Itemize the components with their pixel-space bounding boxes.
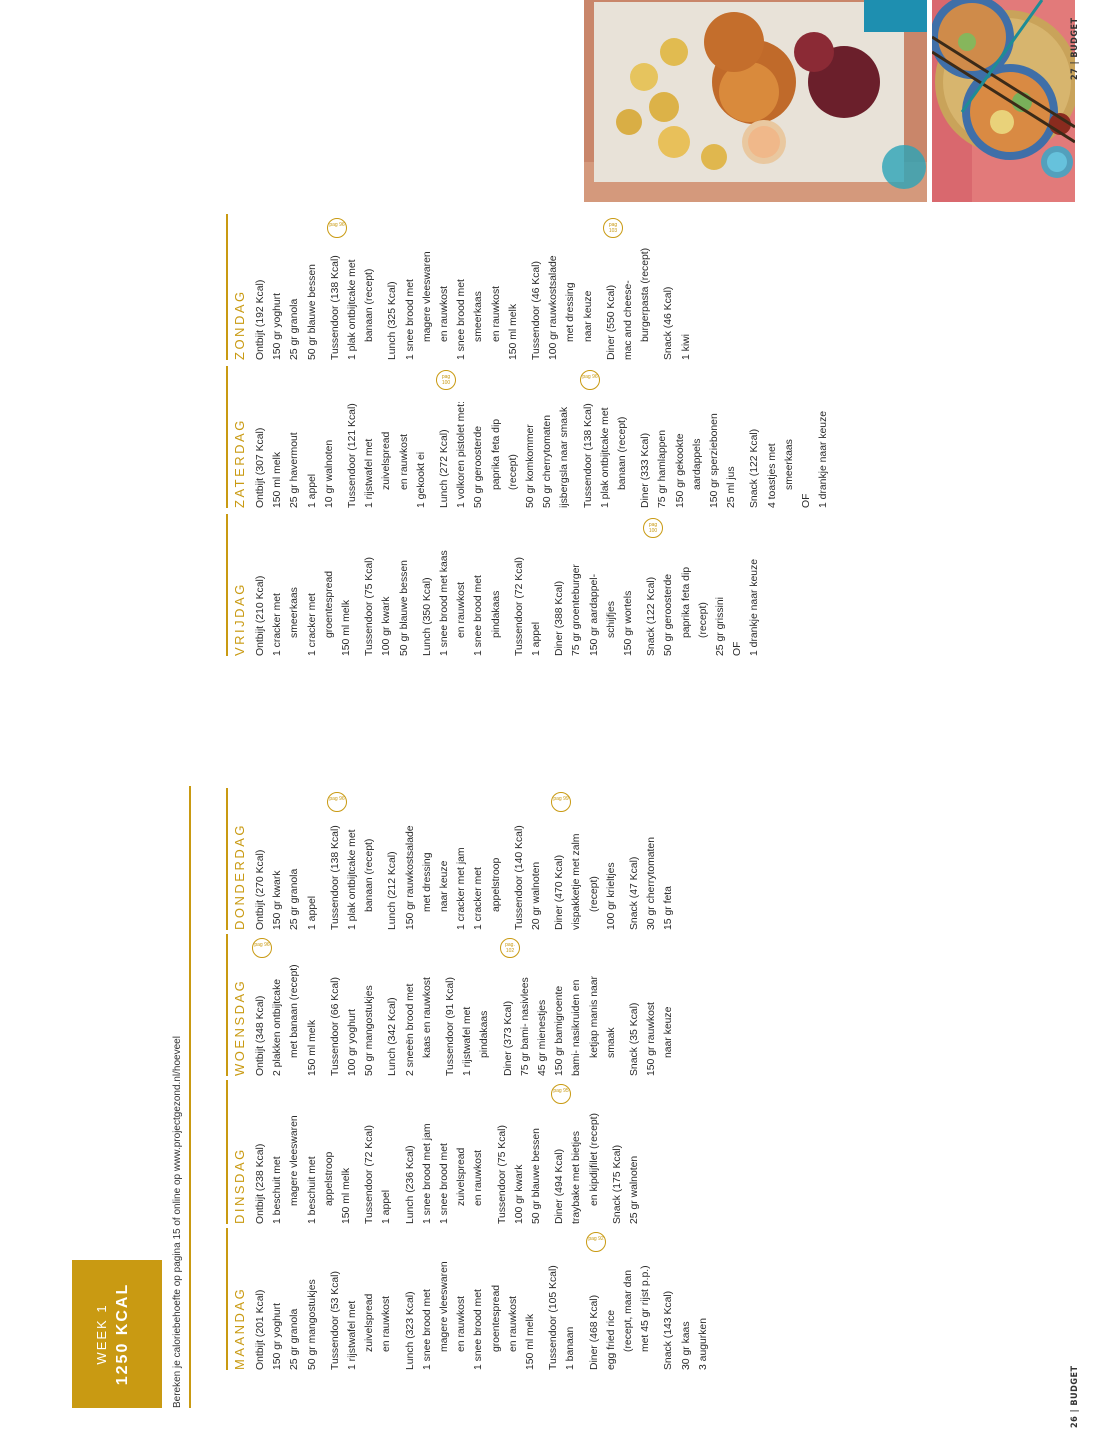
meal-line: ketjap manis naar [588,975,600,1058]
meal-line: 150 ml melk [525,1313,537,1370]
meal-line: 150 gr rauwkost [646,1002,658,1076]
meal-line: naar keuze [582,290,594,342]
meal-line: 50 gr mangostukjes [306,1279,318,1370]
meal-line: 50 gr mangostukjes [364,985,376,1076]
meal-line: (recept) [697,602,709,638]
meal-line: magere vleeswaren [421,251,433,342]
meal-line: 150 gr bamigroente [554,985,566,1076]
day-title: DONDERDAG [232,822,247,930]
page-number-right: 27 | BUDGET [1070,17,1080,80]
meal-line: 100 gr krieltjes [605,862,617,930]
meal-block [586,1228,655,1370]
meal-line: 1 cracker met jam [456,847,468,930]
meal-line: 1 beschuit met [306,1156,318,1224]
meal-line: 50 gr komkommer [525,424,537,508]
meal-line: pindakaas [490,590,502,638]
meal-line: (recept, maar dan [623,1269,635,1352]
meal-block [402,1228,540,1370]
meal-line: 150 gr sperziebonen [709,413,721,508]
meal-block [384,214,522,360]
recipe-page-badge: pag 103 [603,218,623,238]
meal-line: 150 gr wortels [623,590,635,656]
meal-line: 50 gr blauwe bessen [398,560,410,656]
meal-title: Tussendoor (75 Kcal) [364,557,376,656]
meal-line: 150 gr rauwkostsalade [404,825,416,930]
meal-title: Tussendoor (138 Kcal) [329,825,341,930]
recipe-page-badge: pag 96 [252,938,272,958]
meal-line: 25 gr grissini [715,597,727,656]
recipe-page-badge: pag 96 [327,218,347,238]
meal-block [252,1228,321,1370]
meal-line: 4 toastjes met [766,443,778,508]
meal-line: 150 gr aardappel- [588,573,600,656]
meal-line: 1 plak ontbijtcake met [599,407,611,508]
meal-line: 1 snee brood met [404,279,416,360]
meal-line: 1 appel [306,895,318,930]
meal-line: 150 gr gekookte [674,433,686,508]
meal-list [252,366,839,508]
meal-block [494,1080,546,1224]
meal-block [384,934,436,1076]
meal-block [626,934,678,1076]
meal-title: Tussendoor (138 Kcal) [329,255,341,360]
meal-line: 25 gr granola [289,1308,301,1370]
meal-line: 20 gr walnoten [531,861,543,930]
meal-title: Snack (175 Kcal) [611,1144,623,1224]
meal-line: kaas en rauwkost [421,977,433,1058]
meal-line: 1 gekookt ei [415,451,427,508]
meal-line: 1 cracker met [272,593,284,656]
meal-line: OF [801,493,813,508]
meal-block [419,514,505,656]
meal-block [500,934,620,1076]
meal-line: 150 ml melk [341,1167,353,1224]
meal-title: Lunch (212 Kcal) [387,851,399,930]
meal-line: bami- nasikruiden en [571,979,583,1076]
meal-line: 1 volkoren pistolet met: [456,401,468,508]
meal-list [252,788,684,930]
meal-title: Diner (550 Kcal) [605,284,617,360]
meal-block [551,514,637,656]
meal-line: banaan (recept) [364,838,376,912]
meal-title: Ontbijt (201 Kcal) [255,1289,266,1370]
meal-line: 100 gr kwark [381,596,393,656]
meal-title: Tussendoor (72 Kcal) [513,557,525,656]
meal-line: smaak [605,1027,617,1058]
recipe-page-badge: pag 100 [643,518,663,538]
meal-line: 150 gr kwark [272,870,284,930]
meal-block [643,514,763,656]
meal-title: Lunch (323 Kcal) [404,1291,416,1370]
meal-line: 25 gr walnoten [629,1155,641,1224]
recipe-page-badge: pag 100 [436,370,456,390]
meal-line: 75 gr bami- nasivlees [519,977,531,1076]
meal-block [361,514,413,656]
meal-line: 2 sneeën brood met [404,983,416,1076]
meal-title: Diner (494 Kcal) [554,1148,566,1224]
day-title: ZATERDAG [232,418,247,508]
meal-block [609,1080,643,1224]
meal-title: Ontbijt (270 Kcal) [255,849,266,930]
meal-title: Diner (388 Kcal) [554,580,566,656]
meal-list [252,934,684,1076]
meal-line: 1 snee brood met [439,1143,451,1224]
meal-block [511,788,545,930]
day-title: VRIJDAG [232,582,247,656]
meal-line: 3 augurken [697,1318,709,1370]
meal-line: appelstroop [490,857,502,912]
meal-line: 25 gr granola [289,298,301,360]
day-title: MAANDAG [232,1286,247,1370]
meal-title: Tussendoor (66 Kcal) [329,977,341,1076]
meal-line: 150 ml melk [272,451,284,508]
meal-line: 25 gr granola [289,868,301,930]
column-rule [226,788,228,930]
meal-block [252,1080,355,1224]
meal-line: 1 cracker met [473,867,485,930]
meal-title: Snack (122 Kcal) [646,576,658,656]
meal-line: 1 cracker met [306,593,318,656]
meal-line: 1 snee brood met [421,1289,433,1370]
recipe-page-badge: pag 96 [580,370,600,390]
recipe-page-badge: pag. 102 [500,938,520,958]
meal-title: Tussendoor (105 Kcal) [548,1265,560,1370]
day-title: ZONDAG [232,289,247,360]
meal-line: banaan (recept) [617,416,629,490]
meal-block [436,366,574,508]
meal-line: vispakketje met zalm [571,833,583,930]
meal-title: Diner (470 Kcal) [554,854,566,930]
meal-title: Lunch (236 Kcal) [404,1145,416,1224]
meal-title: Diner (373 Kcal) [502,1000,514,1076]
meal-title: Tussendoor (140 Kcal) [513,825,525,930]
meal-line: aardappels [691,438,703,490]
meal-line: 50 gr geroosterde [663,573,675,656]
meal-line: banaan (recept) [364,268,376,342]
meal-title: Ontbijt (192 Kcal) [255,279,266,360]
meal-line: egg fried rice [605,1309,617,1370]
column-rule [226,514,228,656]
noodles-bowl-photo [932,0,1075,202]
recipe-page-badge: pag 95 [551,1084,571,1104]
meal-title: Ontbijt (210 Kcal) [255,575,266,656]
meal-line: appelstroop [323,1151,335,1206]
meal-title: Snack (143 Kcal) [663,1290,675,1370]
meal-block [361,1080,395,1224]
meal-title: Lunch (350 Kcal) [421,577,433,656]
meal-list [252,1080,649,1224]
meal-block [252,214,321,360]
meal-line: OF [732,641,744,656]
meal-block [252,934,321,1076]
day-title: DINSDAG [232,1147,247,1224]
meal-list [252,214,701,360]
meal-line: 1 rijstwafel met [462,1006,474,1076]
meal-line: 1 drankje naar keuze [818,410,830,508]
column-rule [226,214,228,360]
meal-line: met 45 gr rijst p.p.) [640,1265,652,1352]
meal-line: 1 appel [381,1189,393,1224]
meal-line: 1 banaan [565,1326,577,1370]
meal-line: 1 rijstwafel met [364,438,376,508]
meal-line: ijsbergsla naar smaak [559,406,571,508]
meal-line: groentespread [490,1284,502,1352]
meal-block [626,788,678,930]
meal-line: 25 ml jus [726,466,738,508]
meal-block [252,514,355,656]
meal-line: 1 appel [306,473,318,508]
meal-line: burgerpasta (recept) [640,247,652,342]
meal-line: 150 gr yoghurt [272,1302,284,1370]
column-rule [226,934,228,1076]
meal-title: Tussendoor (72 Kcal) [364,1125,376,1224]
meal-title: Lunch (342 Kcal) [387,997,399,1076]
meal-line: 1 drankje naar keuze [749,558,761,656]
meal-line: en rauwkost [398,433,410,490]
meal-line: 100 gr kwark [513,1164,525,1224]
meal-block [402,1080,488,1224]
meal-line: (recept) [507,454,519,490]
meal-line: mac and cheese- [623,280,635,360]
meal-list [252,1228,718,1370]
meal-line: zuivelspread [456,1147,468,1206]
meal-block [551,1080,603,1224]
kcal-label: 1250 KCAL [114,1282,131,1386]
meal-line: magere vleeswaren [439,1261,451,1352]
meal-line: smeerkaas [473,291,485,342]
meal-line: 100 gr yoghurt [347,1008,359,1076]
meal-title: Lunch (325 Kcal) [387,281,399,360]
meal-line: pindakaas [479,1010,491,1058]
meal-line: 150 gr yoghurt [272,292,284,360]
meal-line: en rauwkost [507,1295,519,1352]
chicken-potatoes-tray-photo [584,0,927,202]
meal-block [545,1228,579,1370]
meal-line: en rauwkost [381,1295,393,1352]
meal-block [660,214,694,360]
meal-block [580,366,632,508]
meal-line: 50 gr blauwe bessen [306,264,318,360]
meal-line: naar keuze [439,860,451,912]
meal-line: groentespread [323,570,335,638]
meal-list [252,514,770,656]
meal-line: 1 rijstwafel met [347,1300,359,1370]
meal-line: 25 gr havermout [289,432,301,508]
column-rule [226,1080,228,1224]
meal-line: smeerkaas [783,439,795,490]
meal-title: Ontbijt (307 Kcal) [255,427,266,508]
meal-line: 1 snee brood met [456,279,468,360]
meal-line: 15 gr feta [663,886,675,930]
meal-title: Tussendoor (91 Kcal) [445,977,457,1076]
meal-line: 1 snee brood met jam [421,1123,433,1224]
meal-line: zuivelspread [381,431,393,490]
meal-line: 30 gr cherrytomaten [646,837,658,930]
meal-line: 75 gr groenteburger [571,564,583,656]
meal-line: naar keuze [663,1006,675,1058]
meal-block [327,788,379,930]
meal-line: 100 gr rauwkostsalade [548,255,560,360]
page-number-left: 26 | BUDGET [1070,1365,1080,1428]
meal-line: 1 snee brood met [473,1289,485,1370]
meal-title: Tussendoor (121 Kcal) [347,403,359,508]
meal-title: Snack (35 Kcal) [629,1002,641,1076]
meal-block [511,514,545,656]
recipe-page-badge: pag 92 [586,1232,606,1252]
meal-title: Ontbijt (348 Kcal) [255,995,266,1076]
meal-line: 1 plak ontbijtcake met [347,259,359,360]
meal-line: met dressing [421,852,433,912]
meal-title: Tussendoor (75 Kcal) [496,1125,508,1224]
meal-line: en rauwkost [439,285,451,342]
meal-line: met banaan (recept) [289,964,301,1058]
meal-block [637,366,740,508]
meal-line: 50 gr blauwe bessen [531,1128,543,1224]
meal-line: 50 gr cherrytomaten [542,415,554,508]
meal-line: 1 plak ontbijtcake met [347,829,359,930]
meal-line: paprika feta dip [680,566,692,638]
day-title: WOENSDAG [232,978,247,1076]
meal-line: 150 ml melk [341,599,353,656]
meal-line: zuivelspread [364,1293,376,1352]
meal-title: Diner (468 Kcal) [588,1294,600,1370]
meal-line: 1 snee brood met [473,575,485,656]
meal-line: (recept) [588,876,600,912]
meal-title: Lunch (272 Kcal) [439,429,451,508]
meal-block [252,788,321,930]
meal-title: Diner (333 Kcal) [640,432,652,508]
meal-block [327,934,379,1076]
meal-line: paprika feta dip [490,418,502,490]
meal-line: 30 gr kaas [680,1321,692,1370]
meal-line: en rauwkost [473,1149,485,1206]
meal-block [660,1228,712,1370]
subtitle-rule [189,786,191,1408]
meal-line: 1 kiwi [680,334,692,360]
meal-line: 1 snee brood met kaas [439,550,451,656]
meal-line: 2 plakken ontbijtcake [272,978,284,1076]
meal-line: magere vleeswaren [289,1115,301,1206]
meal-line: traybake met bietjes [571,1131,583,1224]
meal-line: en rauwkost [456,1295,468,1352]
meal-block [384,788,504,930]
column-rule [226,366,228,508]
meal-block [603,214,655,360]
meal-line: 50 gr geroosterde [473,425,485,508]
meal-block [528,214,597,360]
meal-title: Tussendoor (46 Kcal) [531,261,543,360]
meal-line: met dressing [565,282,577,342]
meal-title: Tussendoor (138 Kcal) [582,403,594,508]
meal-line: 150 ml melk [306,1019,318,1076]
recipe-page-badge: pag 99 [551,792,571,812]
meal-line: 1 beschuit met [272,1156,284,1224]
meal-line: en kipdijfilet (recept) [588,1113,600,1206]
meal-block [252,366,338,508]
meal-block [344,366,430,508]
meal-line: 75 gr hamlappen [657,430,669,508]
recipe-page-badge: pag 96 [327,792,347,812]
meal-block [327,1228,396,1370]
meal-line: 1 appel [531,621,543,656]
meal-title: Ontbijt (238 Kcal) [255,1143,266,1224]
meal-block [327,214,379,360]
subtitle: Bereken je caloriebehoefte op pagina 15 of online op www.projectgezond.nl/hoeveel [172,1036,183,1408]
week-label: WEEK 1 [94,1303,109,1365]
meal-title: Snack (46 Kcal) [663,286,675,360]
meal-line: en rauwkost [456,581,468,638]
meal-line: 45 gr mienestjes [537,999,549,1076]
meal-title: Snack (47 Kcal) [629,856,641,930]
column-rule [226,1228,228,1370]
meal-line: 10 gr walnoten [323,439,335,508]
week-badge [72,1260,162,1408]
meal-line: smeerkaas [289,587,301,638]
meal-block [551,788,620,930]
meal-block [442,934,494,1076]
meal-title: Tussendoor (53 Kcal) [329,1271,341,1370]
meal-line: schijfjes [605,601,617,638]
meal-title: Snack (122 Kcal) [749,428,761,508]
meal-block [746,366,832,508]
meal-line: 150 ml melk [507,303,519,360]
meal-line: en rauwkost [490,285,502,342]
